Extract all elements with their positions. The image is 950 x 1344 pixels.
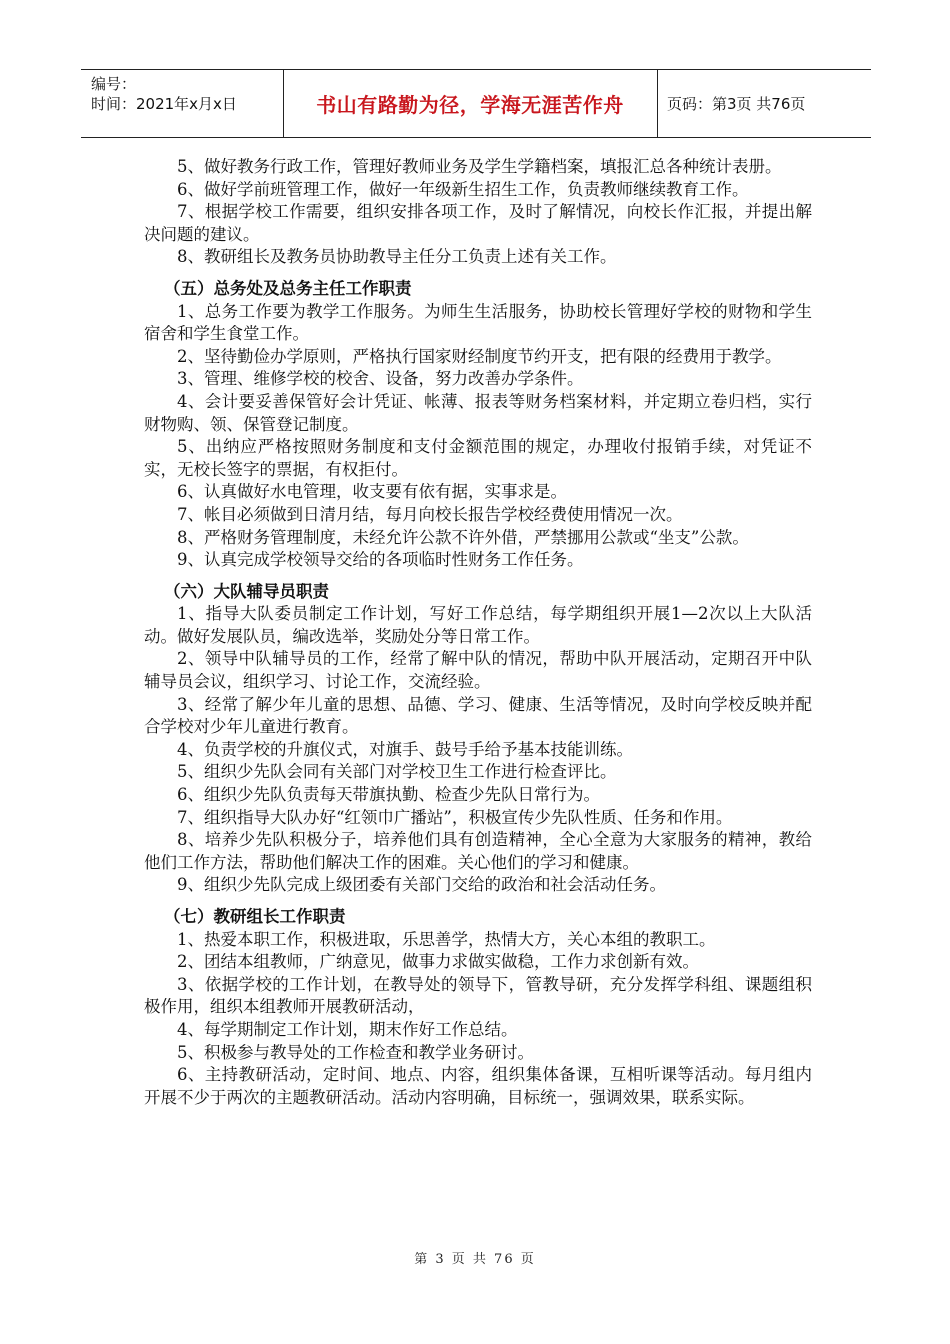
paragraph: 3、经常了解少年儿童的思想、品德、学习、健康、生活等情况，及时向学校反映并配合学校对少年儿童进行教育。: [144, 694, 812, 737]
section-heading: （六）大队辅导员职责: [164, 581, 329, 601]
time-label: 时间：2021年x月x日: [91, 95, 237, 113]
header-motto: 书山有路勤为径，学海无涯苦作舟: [316, 93, 624, 117]
paragraph: 3、依据学校的工作计划，在教导处的领导下，管教导研，充分发挥学科组、课题组积极作用，组织本组教师开展教研活动，: [144, 974, 812, 1017]
paragraph: 2、团结本组教师，广纳意见，做事力求做实做稳，工作力求创新有效。: [177, 952, 699, 972]
document-header: [81, 69, 871, 138]
paragraph: 1、指导大队委员制定工作计划，写好工作总结，每学期组织开展1—2次以上大队活动。做好发展队员，编改选举，奖励处分等日常工作。: [144, 604, 812, 646]
serial-label: 编号：: [91, 75, 137, 93]
paragraph: 4、每学期制定工作计划，期末作好工作总结。: [177, 1019, 518, 1039]
paragraph: 4、负责学校的升旗仪式，对旗手、鼓号手给予基本技能训练。: [177, 739, 633, 759]
paragraph: 6、组织少先队负责每天带旗执勤、检查少先队日常行为。: [177, 785, 600, 805]
paragraph: 3、管理、维修学校的校舍、设备，努力改善办学条件。: [177, 369, 584, 389]
paragraph: 2、坚待勤俭办学原则，严格执行国家财经制度节约开支，把有限的经费用于教学。: [177, 346, 782, 366]
paragraph: 6、做好学前班管理工作，做好一年级新生招生工作，负责教师继续教育工作。: [177, 179, 749, 199]
section-heading: （五）总务处及总务主任工作职责: [164, 278, 412, 298]
section-heading: （七）教研组长工作职责: [164, 907, 346, 926]
paragraph: 5、出纳应严格按照财务制度和支付金额范围的规定，办理收付报销手续，对凭证不实，无校长签字的票据，有权拒付。: [144, 437, 812, 479]
paragraph: 5、组织少先队会同有关部门对学校卫生工作进行检查评比。: [177, 762, 617, 782]
paragraph: 8、严格财务管理制度，未经允许公款不许外借，严禁挪用公款或“坐支”公款。: [177, 527, 749, 547]
header-meta: [91, 74, 237, 114]
paragraph: 5、做好教务行政工作，管理好教师业务及学生学籍档案，填报汇总各种统计表册。: [177, 157, 782, 176]
paragraph: 5、积极参与教导处的工作检查和教学业务研讨。: [177, 1042, 534, 1062]
paragraph: 9、组织少先队完成上级团委有关部门交给的政治和社会活动任务。: [177, 875, 666, 895]
paragraph: 1、总务工作要为教学工作服务。为师生生活服务，协助校长管理好学校的财物和学生宿舍和学生食堂工作。: [144, 301, 812, 344]
paragraph: 7、根据学校工作需要，组织安排各项工作，及时了解情况，向校长作汇报，并提出解决问题的建议。: [144, 202, 812, 244]
document-body: [144, 156, 812, 1109]
paragraph: 4、会计要妥善保管好会计凭证、帐薄、报表等财务档案材料，并定期立卷归档，实行财物购、领、保管登记制度。: [144, 391, 812, 434]
paragraph: 9、认真完成学校领导交给的各项临时性财务工作任务。: [177, 550, 584, 570]
paragraph: 1、热爱本职工作，积极进取，乐思善学，热情大方，关心本组的教职工。: [177, 929, 716, 949]
page-footer: 第 3 页 共 76 页: [414, 1252, 536, 1267]
paragraph: 7、帐目必须做到日清月结，每月向校长报告学校经费使用情况一次。: [177, 504, 683, 524]
paragraph: 6、认真做好水电管理，收支要有依有据，实事求是。: [177, 482, 567, 502]
paragraph: 8、培养少先队积极分子，培养他们具有创造精神，全心全意为大家服务的精神，教给他们工作方法，帮助他们解决工作的困难。关心他们的学习和健康。: [144, 830, 812, 872]
paragraph: 8、教研组长及教务员协助教导主任分工负责上述有关工作。: [177, 247, 617, 267]
paragraph: 7、组织指导大队办好“红领巾广播站”，积极宣传少先队性质、任务和作用。: [177, 807, 733, 827]
paragraph: 6、主持教研活动，定时间、地点、内容，组织集体备课，互相听课等活动。每月组内开展不少于两次的主题教研活动。活动内容明确，目标统一，强调效果，联系实际。: [144, 1065, 812, 1107]
header-page-info: 页码：第3页 共76页: [667, 95, 806, 113]
paragraph: 2、领导中队辅导员的工作，经常了解中队的情况，帮助中队开展活动，定期召开中队辅导员会议，组织学习、讨论工作，交流经验。: [144, 649, 812, 692]
